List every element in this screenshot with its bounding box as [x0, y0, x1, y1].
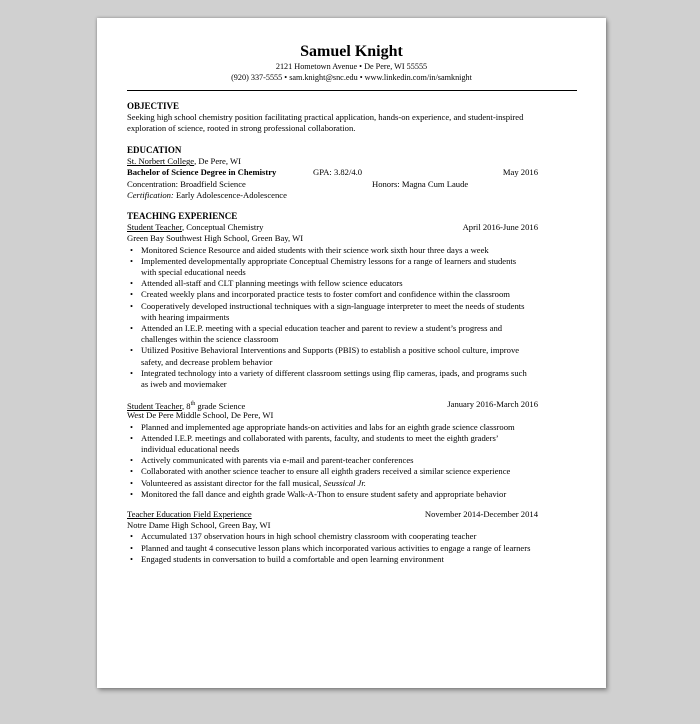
education-section	[127, 145, 577, 201]
bullet-line: individual educational needs	[141, 444, 240, 455]
bullet-line: Volunteered as assistant director for the fall musical,	[141, 477, 324, 488]
job-entry	[127, 509, 577, 565]
job-title-line	[127, 222, 577, 233]
bullet-line: Integrated technology into a variety of different classroom settings using flip cameras, ipads, and programs such	[141, 367, 527, 378]
job-bullets	[127, 422, 577, 500]
certification-line	[127, 190, 577, 201]
education-title: EDUCATION	[127, 145, 182, 155]
honors: Honors: Magna Cum Laude	[372, 178, 469, 189]
job-subtitle-sup: th	[190, 401, 196, 408]
list-item: • Engaged students in conversation to build a comfortable and open learning environment	[127, 554, 577, 565]
candidate-name: Samuel Knight	[300, 43, 403, 60]
job-subtitle: , Conceptual Chemistry	[181, 222, 264, 233]
list-item: • Created weekly plans and incorporated practice tests to foster comfort and confidence within the classroom	[127, 289, 577, 300]
list-item: • Attended all-staff and CLT planning meetings with fellow science educators	[127, 278, 577, 289]
bullet-line: challenges within the science classroom	[141, 334, 279, 345]
degree-name: Bachelor of Science Degree in Chemistry	[127, 167, 277, 178]
list-item	[127, 256, 577, 278]
list-item: • Planned and taught 4 consecutive lesson plans which incorporated various activities to engage a range of learners	[127, 543, 577, 554]
list-item	[127, 323, 577, 345]
job-organization: West De Pere Middle School, De Pere, WI	[127, 410, 274, 421]
concentration: Concentration: Broadfield Science	[127, 178, 246, 189]
job-title: Student Teacher	[127, 401, 182, 412]
job-title: Teacher Education Field Experience	[127, 509, 252, 520]
list-item: • Accumulated 137 observation hours in high school chemistry classroom with cooperating teacher	[127, 531, 577, 542]
resume-page	[97, 18, 606, 688]
school-name: St. Norbert College	[127, 156, 195, 167]
objective-title: OBJECTIVE	[127, 101, 180, 111]
objective-text-1: Seeking high school chemistry position facilitating practical application, hands-on experience, and student-inspired	[127, 112, 524, 123]
objective-text-2: exploration of science, rooted in strong professional collaboration.	[127, 123, 356, 134]
concentration-line	[127, 179, 577, 190]
job-dates: January 2016-March 2016	[447, 399, 538, 410]
job-dates: April 2016-June 2016	[462, 222, 538, 233]
job-entry	[127, 222, 577, 390]
job-dates: November 2014-December 2014	[424, 509, 538, 520]
job-subtitle-pre: , 8	[181, 401, 191, 412]
list-item	[127, 433, 577, 455]
list-item: • Actively communicated with parents via e-mail and parent-teacher conferences	[127, 455, 577, 466]
musical-title: Seussical Jr.	[323, 477, 366, 488]
job-organization: Green Bay Southwest High School, Green Bay, WI	[127, 233, 304, 244]
bullet-line: Attended an I.E.P. meeting with a special education teacher and parent to review a student’s progress and	[141, 323, 503, 334]
job-bullets	[127, 531, 577, 565]
experience-section	[127, 211, 577, 565]
certification-label: Certification:	[127, 189, 174, 200]
bullet-line: Cooperatively developed instructional techniques with a sign-language interpreter to meet the needs of students	[141, 300, 525, 311]
list-item	[127, 478, 577, 489]
bullet-line: safety, and decrease problem behavior	[141, 356, 273, 367]
contact-line: (920) 337-5555 • sam.knight@snc.edu • www.linkedin.com/in/samknight	[231, 73, 472, 82]
job-subtitle-post: grade Science	[195, 401, 246, 412]
bullet-line: Implemented developmentally appropriate Conceptual Chemistry lessons for a range of learners and students	[141, 255, 517, 266]
bullet-line: Attended I.E.P. meetings and collaborated with parents, faculty, and students to meet the eighth graders’	[141, 432, 499, 443]
address-line: 2121 Hometown Avenue • De Pere, WI 55555	[275, 62, 428, 71]
bullet-line: as iweb and moviemaker	[141, 379, 227, 390]
graduation-date: May 2016	[502, 167, 538, 178]
bullet-line: with special educational needs	[141, 267, 246, 277]
list-item	[127, 301, 577, 323]
job-bullets	[127, 245, 577, 391]
certification-value: Early Adolescence-Adolescence	[173, 189, 287, 200]
school-location: , De Pere, WI	[194, 156, 241, 167]
bullet-line: with hearing impairments	[141, 311, 230, 322]
job-title-line	[127, 509, 577, 520]
gpa: GPA: 3.82/4.0	[313, 167, 363, 178]
bullet-line: Utilized Positive Behavioral Interventions and Supports (PBIS) to establish a positive school culture, improve	[141, 345, 520, 356]
list-item	[127, 345, 577, 367]
job-title: Student Teacher	[127, 222, 182, 233]
job-entry	[127, 399, 577, 500]
school-line	[127, 156, 577, 167]
job-title-line	[127, 399, 577, 410]
header-divider	[127, 90, 577, 91]
experience-title: TEACHING EXPERIENCE	[127, 211, 238, 221]
list-item: • Collaborated with another science teacher to ensure all eighth graders received a similar science experience	[127, 466, 577, 477]
degree-line	[127, 167, 577, 178]
list-item	[127, 368, 577, 390]
list-item: • Monitored Science Resource and aided students with their science work sixth hour three days a week	[127, 245, 577, 256]
objective-section	[127, 101, 577, 135]
job-organization: Notre Dame High School, Green Bay, WI	[127, 520, 271, 531]
list-item: • Monitored the fall dance and eighth grade Walk-A-Thon to ensure student safety and appropriate behavior	[127, 489, 577, 500]
list-item: • Planned and implemented age appropriate hands-on activities and labs for an eighth grade science classroom	[127, 422, 577, 433]
